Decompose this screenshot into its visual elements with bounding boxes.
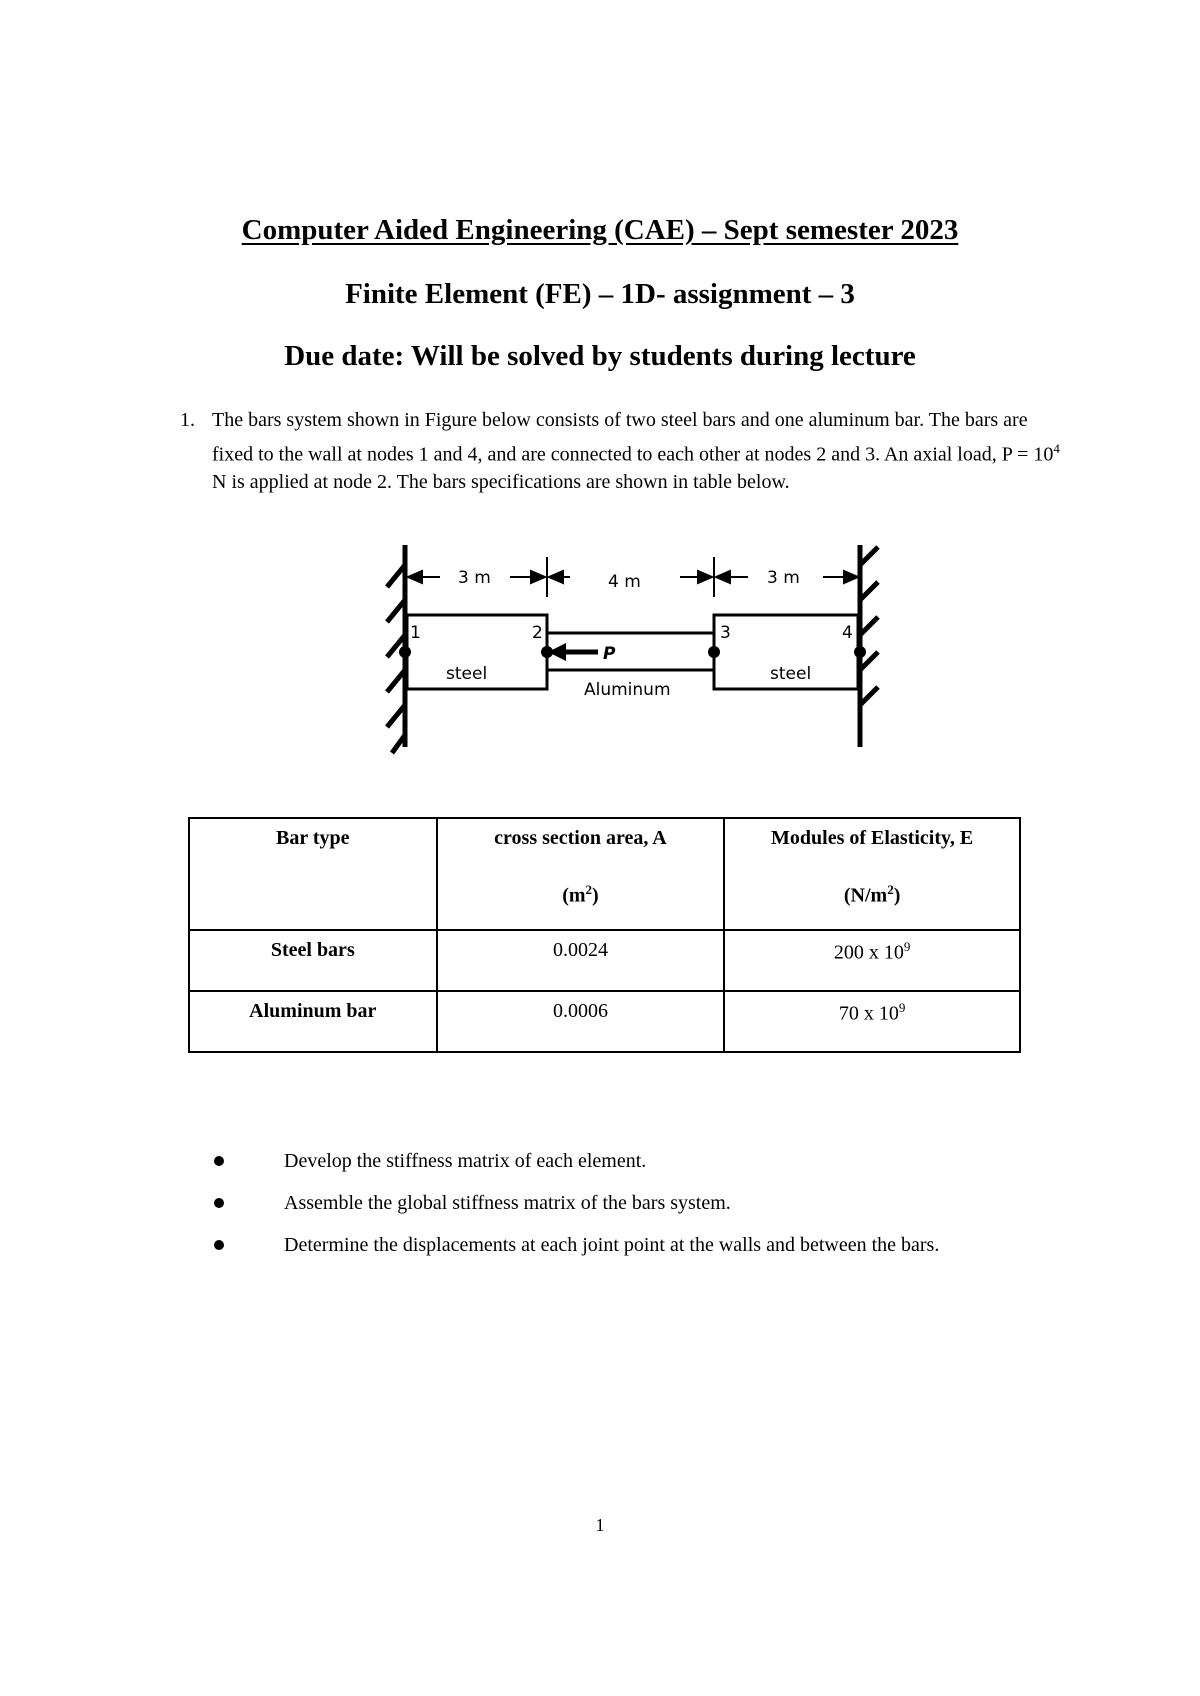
node-markers (399, 646, 866, 658)
steel-modulus-exp: 9 (903, 939, 911, 954)
table-header-row (189, 818, 1020, 930)
row-steel-modulus (724, 930, 1020, 991)
header-bar-type (189, 818, 437, 930)
modulus-unit-exp: 2 (887, 882, 894, 897)
bars-system-figure (380, 535, 880, 760)
load-arrow-icon (548, 643, 598, 661)
node-1-label: 1 (410, 623, 421, 643)
assignment-subtitle: Finite Element (FE) – 1D- assignment – 3 (345, 278, 855, 310)
row-aluminum-modulus (724, 991, 1020, 1052)
bullet-icon (214, 1156, 224, 1166)
right-wall (860, 545, 878, 747)
due-date: Due date: Will be solved by students during lecture (284, 340, 916, 372)
modulus-unit-end: ) (893, 884, 901, 907)
node-3-label: 3 (720, 623, 731, 643)
row-steel-type: Steel bars (189, 930, 437, 991)
row-aluminum-area: 0.0006 (437, 991, 725, 1052)
header-area-text: cross section area, A (494, 827, 667, 849)
dim-middle-label: 4 m (608, 572, 641, 592)
document-title: Computer Aided Engineering (CAE) – Sept semester 2023 (241, 214, 959, 246)
task-text: Assemble the global stiffness matrix of the bars system. (284, 1192, 731, 1214)
node-4-label: 4 (842, 623, 853, 643)
left-bar-label: steel (446, 664, 488, 684)
steel-modulus-base: 200 x 10 (833, 941, 904, 964)
list-item (210, 1148, 1110, 1190)
row-steel-area: 0.0024 (437, 930, 725, 991)
bar-specifications-table (188, 817, 1021, 1053)
header-bar-type-text: Bar type (276, 827, 350, 849)
header-modulus (724, 818, 1020, 930)
question-text-part1: The bars system shown in Figure below consists of two steel bars and one aluminum bar. The bars are fixed to the wall at nodes 1 and 4, and are connected to each other at nodes 2 and 3. An axial load, P = 10 (212, 409, 1054, 466)
aluminum-modulus-base: 70 x 10 (838, 1002, 899, 1025)
dim-left-label: 3 m (458, 568, 491, 588)
row-aluminum-type: Aluminum bar (189, 991, 437, 1052)
question-text-part2: N is applied at node 2. The bars specifications are shown in table below. (212, 470, 790, 493)
list-item (210, 1190, 1110, 1232)
header-area-unit (444, 882, 718, 908)
table-row (189, 930, 1020, 991)
question-text (212, 407, 1070, 496)
load-label: P (603, 644, 616, 664)
list-item (210, 1232, 1110, 1274)
node-2-label: 2 (532, 623, 543, 643)
area-unit-exp: 2 (585, 882, 593, 897)
question-number: 1. (180, 409, 195, 431)
header-area (437, 818, 725, 930)
question-1 (180, 407, 1070, 496)
aluminum-modulus-exp: 9 (898, 1000, 906, 1015)
modulus-unit-base: (N/m (843, 884, 888, 907)
header-modulus-text: Modules of Elasticity, E (771, 827, 974, 849)
right-bar-label: steel (770, 664, 812, 684)
task-list (210, 1148, 1110, 1274)
bullet-icon (214, 1240, 224, 1250)
header-modulus-unit (731, 882, 1013, 908)
load-exponent: 4 (1053, 440, 1060, 456)
table-row (189, 991, 1020, 1052)
area-unit-end: ) (592, 884, 599, 907)
bullet-icon (214, 1198, 224, 1208)
area-unit-base: (m (562, 884, 586, 907)
middle-bar-label: Aluminum (584, 680, 671, 700)
dim-right-label: 3 m (767, 568, 800, 588)
page-number: 1 (595, 1515, 605, 1535)
task-text: Determine the displacements at each joint point at the walls and between the bars. (284, 1234, 940, 1256)
task-text: Develop the stiffness matrix of each element. (284, 1150, 647, 1172)
